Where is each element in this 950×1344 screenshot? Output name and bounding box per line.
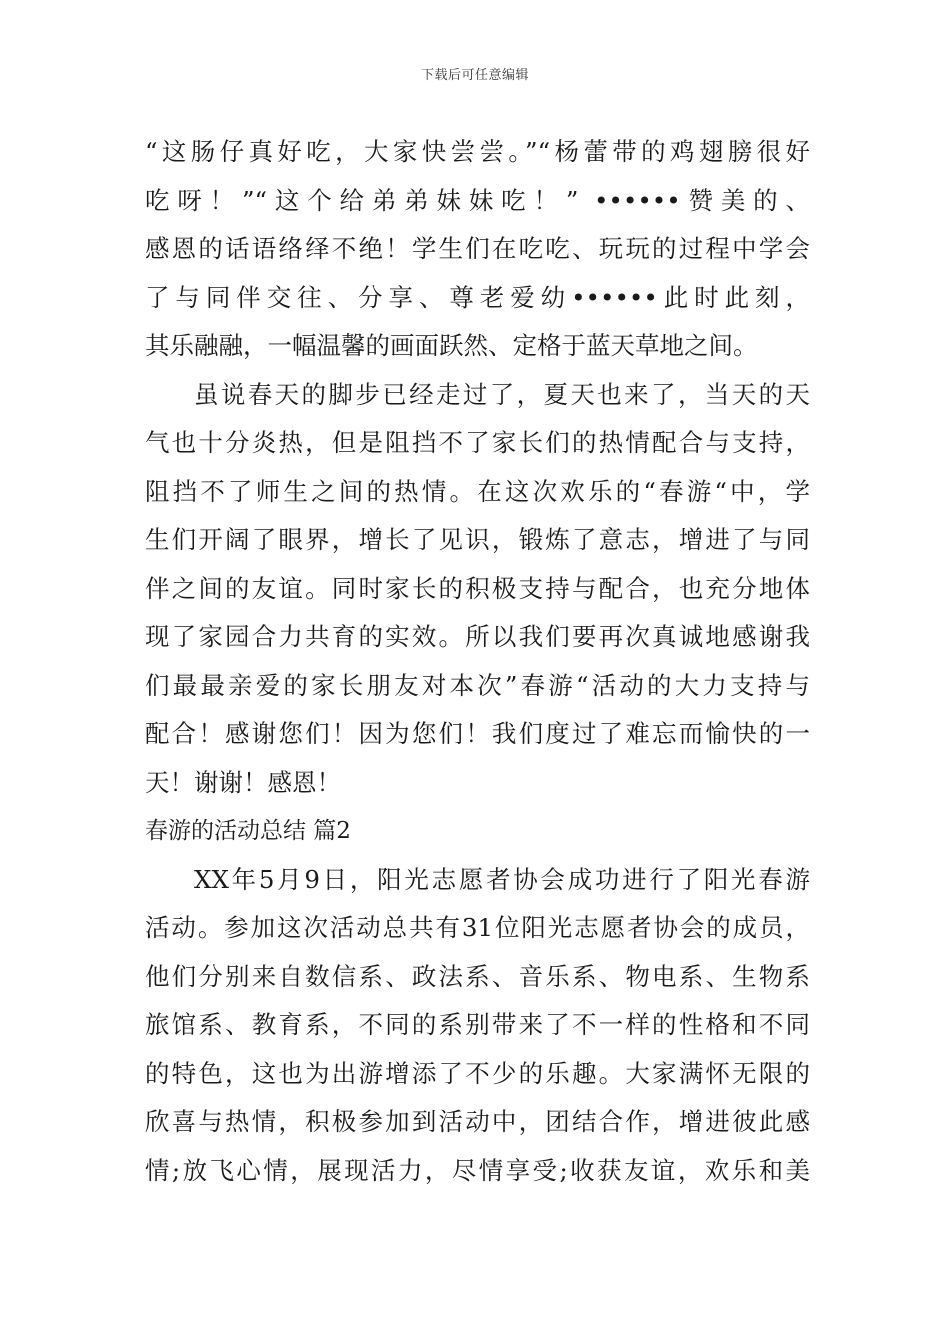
- section-heading: 春游的活动总结 篇2: [145, 818, 351, 844]
- text-line: 旅馆系、教育系，不同的系别带来了不一样的性格和不同: [145, 1010, 810, 1039]
- text-line: 现了家园合力共育的实效。所以我们要再次真诚地感谢我: [145, 622, 810, 651]
- text-line: 了与同伴交往、分享、尊老爱幼••••••此时此刻，: [145, 282, 810, 312]
- text-line: 伴之间的友谊。同时家长的积极支持与配合，也充分地体: [145, 573, 810, 603]
- text-line: 们最最亲爱的家长朋友对本次”春游“活动的大力支持与: [145, 670, 810, 700]
- text-line: 其乐融融，一幅温馨的画面跃然、定格于蓝天草地之间。: [145, 331, 758, 360]
- text-line: “这肠仔真好吃，大家快尝尝。”“杨蕾带的鸡翅膀很好: [145, 137, 810, 166]
- paragraph-first-line: 虽说春天的脚步已经走过了，夏天也来了，当天的天: [194, 379, 810, 409]
- text-line: 情;放飞心情，展现活力，尽情享受;收获友谊，欢乐和美: [145, 1155, 810, 1185]
- page-header: 下载后可任意编辑: [420, 68, 529, 83]
- document-body: [145, 128, 810, 1195]
- text-line: 气也十分炎热，但是阻挡不了家长们的热情配合与支持，: [145, 428, 810, 457]
- text-line: 阻挡不了师生之间的热情。在这次欢乐的“春游“中，学: [145, 476, 810, 506]
- text-line: 生们开阔了眼界，增长了见识，锻炼了意志，增进了与同: [145, 525, 810, 554]
- text-line: 他们分别来自数信系、政法系、音乐系、物电系、生物系: [145, 961, 810, 991]
- text-line: 感恩的话语络绎不绝！学生们在吃吃、玩玩的过程中学会: [145, 234, 810, 263]
- text-line: 的特色，这也为出游增添了不少的乐趣。大家满怀无限的: [145, 1058, 810, 1088]
- text-line: 吃呀！”“这个给弟弟妹妹吃！” ••••••赞美的、: [145, 185, 810, 215]
- text-line: 欣喜与热情，积极参加到活动中，团结合作，增进彼此感: [145, 1107, 810, 1136]
- text-line: 天！谢谢！感恩！: [145, 767, 341, 797]
- text-line: 活动。参加这次活动总共有31位阳光志愿者协会的成员，: [145, 913, 810, 942]
- paragraph-first-line: XX年5月9日，阳光志愿者协会成功进行了阳光春游: [194, 864, 810, 894]
- text-line: 配合！感谢您们！因为您们！我们度过了难忘而愉快的一: [145, 719, 810, 748]
